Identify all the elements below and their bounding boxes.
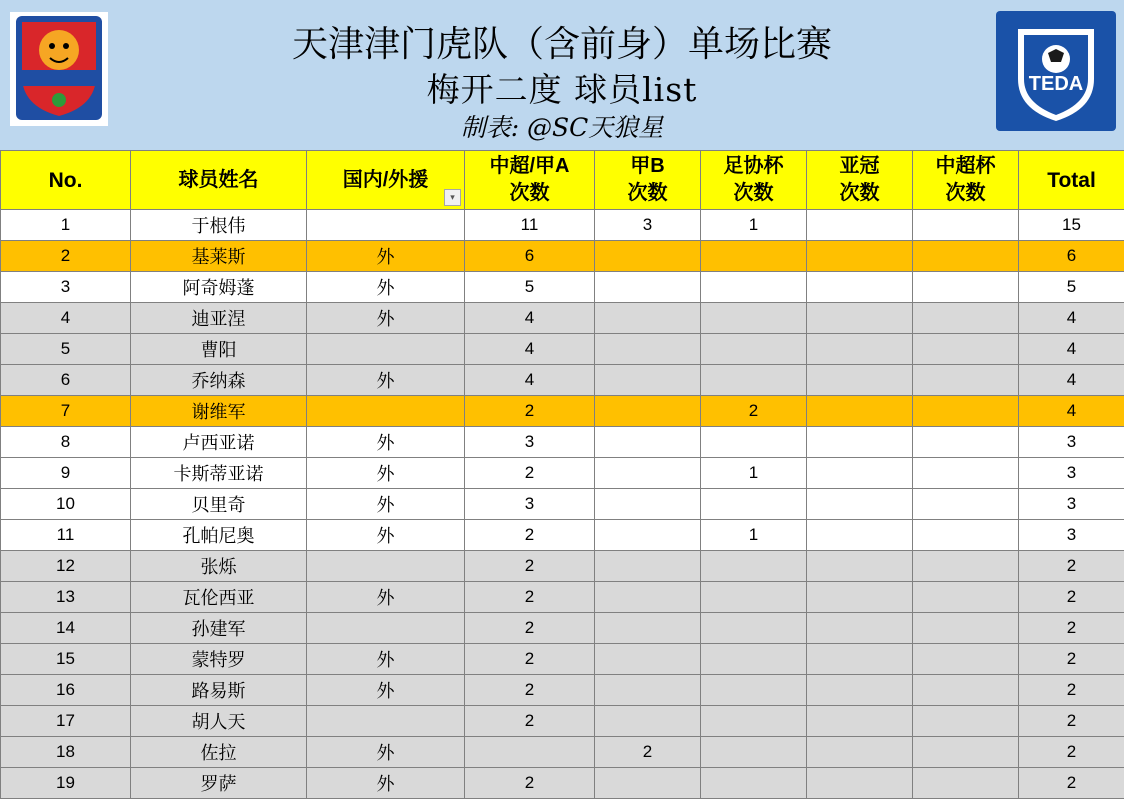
- cell-origin[interactable]: 外: [307, 427, 465, 458]
- cell-player-name[interactable]: 曹阳: [131, 334, 307, 365]
- cell-fa-cup-count[interactable]: [701, 551, 807, 582]
- column-header-fa-cup[interactable]: [701, 151, 807, 210]
- table-row: [1, 675, 1124, 706]
- column-header-league[interactable]: [465, 151, 595, 210]
- cell-jiab-count[interactable]: [595, 272, 701, 303]
- cell-fa-cup-count[interactable]: [701, 365, 807, 396]
- cell-league-count[interactable]: 6: [465, 241, 595, 272]
- cell-super-cup-count[interactable]: [913, 768, 1019, 799]
- table-row: [1, 303, 1124, 334]
- cell-acl-count[interactable]: [807, 551, 913, 582]
- column-header-label: 足协杯 次数: [723, 155, 784, 204]
- cell-fa-cup-count[interactable]: [701, 489, 807, 520]
- cell-fa-cup-count[interactable]: [701, 675, 807, 706]
- cell-fa-cup-count[interactable]: [701, 582, 807, 613]
- table-row: [1, 520, 1124, 551]
- column-header-name[interactable]: [131, 151, 307, 210]
- column-header-no[interactable]: [1, 151, 131, 210]
- cell-origin[interactable]: 外: [307, 458, 465, 489]
- table-row: [1, 272, 1124, 303]
- cell-origin[interactable]: 外: [307, 365, 465, 396]
- cell-super-cup-count[interactable]: [913, 272, 1019, 303]
- cell-jiab-count[interactable]: [595, 396, 701, 427]
- cell-jiab-count[interactable]: [595, 489, 701, 520]
- cell-player-name[interactable]: 孙建军: [131, 613, 307, 644]
- cell-origin[interactable]: 外: [307, 303, 465, 334]
- table-row: [1, 768, 1124, 799]
- cell-acl-count[interactable]: [807, 272, 913, 303]
- table-row: [1, 396, 1124, 427]
- cell-fa-cup-count[interactable]: [701, 427, 807, 458]
- table-row: [1, 458, 1124, 489]
- cell-fa-cup-count[interactable]: [701, 303, 807, 334]
- cell-jiab-count[interactable]: [595, 644, 701, 675]
- cell-player-name[interactable]: 胡人天: [131, 706, 307, 737]
- cell-total[interactable]: 6: [1019, 241, 1124, 272]
- cell-fa-cup-count[interactable]: [701, 706, 807, 737]
- column-header-label: 中超/甲A 次数: [489, 155, 570, 204]
- cell-acl-count[interactable]: [807, 241, 913, 272]
- cell-jiab-count[interactable]: [595, 582, 701, 613]
- cell-league-count[interactable]: 2: [465, 768, 595, 799]
- cell-player-name[interactable]: 路易斯: [131, 675, 307, 706]
- cell-league-count[interactable]: 2: [465, 613, 595, 644]
- cell-origin[interactable]: 外: [307, 644, 465, 675]
- cell-super-cup-count[interactable]: [913, 675, 1019, 706]
- cell-jiab-count[interactable]: [595, 458, 701, 489]
- cell-league-count[interactable]: 2: [465, 396, 595, 427]
- table-row: [1, 334, 1124, 365]
- cell-league-count[interactable]: 2: [465, 675, 595, 706]
- cell-origin[interactable]: [307, 551, 465, 582]
- cell-total[interactable]: 2: [1019, 613, 1124, 644]
- cell-fa-cup-count[interactable]: [701, 272, 807, 303]
- cell-league-count[interactable]: 3: [465, 427, 595, 458]
- cell-origin[interactable]: 外: [307, 272, 465, 303]
- cell-fa-cup-count[interactable]: [701, 241, 807, 272]
- cell-league-count[interactable]: 4: [465, 365, 595, 396]
- cell-origin[interactable]: 外: [307, 582, 465, 613]
- cell-origin[interactable]: 外: [307, 241, 465, 272]
- cell-acl-count[interactable]: [807, 489, 913, 520]
- cell-total[interactable]: 2: [1019, 644, 1124, 675]
- cell-player-name[interactable]: 瓦伦西亚: [131, 582, 307, 613]
- cell-league-count[interactable]: 3: [465, 489, 595, 520]
- cell-league-count[interactable]: 4: [465, 303, 595, 334]
- cell-total[interactable]: 4: [1019, 396, 1124, 427]
- cell-acl-count[interactable]: [807, 675, 913, 706]
- cell-player-name[interactable]: 阿奇姆蓬: [131, 272, 307, 303]
- cell-no[interactable]: 6: [1, 365, 131, 396]
- cell-no[interactable]: 12: [1, 551, 131, 582]
- cell-total[interactable]: 15: [1019, 210, 1124, 241]
- page-subtitle: 梅开二度 球员list: [426, 70, 698, 109]
- cell-super-cup-count[interactable]: [913, 303, 1019, 334]
- cell-player-name[interactable]: 谢维军: [131, 396, 307, 427]
- cell-league-count[interactable]: 5: [465, 272, 595, 303]
- cell-jiab-count[interactable]: 2: [595, 737, 701, 768]
- cell-no[interactable]: 15: [1, 644, 131, 675]
- cell-no[interactable]: 2: [1, 241, 131, 272]
- cell-acl-count[interactable]: [807, 644, 913, 675]
- cell-jiab-count[interactable]: 3: [595, 210, 701, 241]
- table-row: [1, 551, 1124, 582]
- cell-origin[interactable]: 外: [307, 489, 465, 520]
- table-row: [1, 737, 1124, 768]
- cell-league-count[interactable]: 4: [465, 334, 595, 365]
- cell-acl-count[interactable]: [807, 303, 913, 334]
- column-header-origin[interactable]: [307, 151, 465, 210]
- cell-player-name[interactable]: 贝里奇: [131, 489, 307, 520]
- table-row: [1, 365, 1124, 396]
- cell-no[interactable]: 18: [1, 737, 131, 768]
- cell-no[interactable]: 5: [1, 334, 131, 365]
- cell-super-cup-count[interactable]: [913, 520, 1019, 551]
- cell-total[interactable]: 3: [1019, 427, 1124, 458]
- teda-logo-text: TEDA: [1028, 73, 1084, 95]
- cell-acl-count[interactable]: [807, 737, 913, 768]
- table-body: [1, 210, 1124, 799]
- cell-total[interactable]: 3: [1019, 520, 1124, 551]
- table-row: [1, 210, 1124, 241]
- cell-jiab-count[interactable]: [595, 706, 701, 737]
- cell-origin[interactable]: 外: [307, 737, 465, 768]
- author-credit: 制表: @SC天狼星: [460, 113, 664, 142]
- cell-league-count[interactable]: 2: [465, 706, 595, 737]
- cell-league-count[interactable]: [465, 737, 595, 768]
- cell-player-name[interactable]: 基莱斯: [131, 241, 307, 272]
- cell-jiab-count[interactable]: [595, 675, 701, 706]
- cell-origin[interactable]: [307, 613, 465, 644]
- cell-total[interactable]: 3: [1019, 458, 1124, 489]
- cell-player-name[interactable]: 张烁: [131, 551, 307, 582]
- cell-super-cup-count[interactable]: [913, 334, 1019, 365]
- cell-no[interactable]: 9: [1, 458, 131, 489]
- cell-acl-count[interactable]: [807, 365, 913, 396]
- cell-acl-count[interactable]: [807, 613, 913, 644]
- table-row: [1, 241, 1124, 272]
- cell-origin[interactable]: [307, 210, 465, 241]
- cell-super-cup-count[interactable]: [913, 489, 1019, 520]
- cell-fa-cup-count[interactable]: [701, 334, 807, 365]
- cell-fa-cup-count[interactable]: 1: [701, 210, 807, 241]
- column-header-row: [1, 151, 1124, 210]
- cell-no[interactable]: 14: [1, 613, 131, 644]
- cell-origin[interactable]: [307, 334, 465, 365]
- cell-jiab-count[interactable]: [595, 241, 701, 272]
- cell-fa-cup-count[interactable]: 2: [701, 396, 807, 427]
- cell-player-name[interactable]: 佐拉: [131, 737, 307, 768]
- cell-total[interactable]: 5: [1019, 272, 1124, 303]
- cell-acl-count[interactable]: [807, 582, 913, 613]
- cell-acl-count[interactable]: [807, 210, 913, 241]
- player-table: [0, 150, 1124, 799]
- cell-super-cup-count[interactable]: [913, 737, 1019, 768]
- cell-total[interactable]: 4: [1019, 334, 1124, 365]
- table-row: [1, 706, 1124, 737]
- cell-origin[interactable]: [307, 396, 465, 427]
- column-header-label: 国内/外援: [342, 168, 429, 191]
- cell-acl-count[interactable]: [807, 520, 913, 551]
- table-row: [1, 613, 1124, 644]
- filter-dropdown-icon[interactable]: ▾: [444, 189, 461, 206]
- cell-super-cup-count[interactable]: [913, 458, 1019, 489]
- cell-no[interactable]: 7: [1, 396, 131, 427]
- column-header-jiab[interactable]: [595, 151, 701, 210]
- sheet-header: [0, 0, 1124, 151]
- cell-origin[interactable]: 外: [307, 675, 465, 706]
- page-title: 天津津门虎队（含前身）单场比赛: [291, 24, 832, 65]
- cell-super-cup-count[interactable]: [913, 613, 1019, 644]
- column-header-label: 中超杯 次数: [935, 155, 996, 204]
- cell-no[interactable]: 3: [1, 272, 131, 303]
- cell-acl-count[interactable]: [807, 458, 913, 489]
- cell-jiab-count[interactable]: [595, 551, 701, 582]
- cell-no[interactable]: 11: [1, 520, 131, 551]
- cell-origin[interactable]: 外: [307, 768, 465, 799]
- cell-super-cup-count[interactable]: [913, 644, 1019, 675]
- cell-player-name[interactable]: 迪亚涅: [131, 303, 307, 334]
- teda-logo: [996, 11, 1116, 131]
- cell-acl-count[interactable]: [807, 427, 913, 458]
- cell-player-name[interactable]: 卡斯蒂亚诺: [131, 458, 307, 489]
- cell-super-cup-count[interactable]: [913, 396, 1019, 427]
- cell-player-name[interactable]: 乔纳森: [131, 365, 307, 396]
- table-row: [1, 582, 1124, 613]
- cell-player-name[interactable]: 于根伟: [131, 210, 307, 241]
- column-header-label: Total: [1047, 168, 1096, 192]
- cell-total[interactable]: 4: [1019, 303, 1124, 334]
- cell-player-name[interactable]: 蒙特罗: [131, 644, 307, 675]
- cell-acl-count[interactable]: [807, 334, 913, 365]
- cell-super-cup-count[interactable]: [913, 427, 1019, 458]
- cell-no[interactable]: 8: [1, 427, 131, 458]
- cell-no[interactable]: 4: [1, 303, 131, 334]
- cell-league-count[interactable]: 2: [465, 582, 595, 613]
- cell-fa-cup-count[interactable]: [701, 613, 807, 644]
- cell-league-count[interactable]: 2: [465, 458, 595, 489]
- cell-total[interactable]: 2: [1019, 551, 1124, 582]
- cell-acl-count[interactable]: [807, 706, 913, 737]
- cell-jiab-count[interactable]: [595, 427, 701, 458]
- cell-league-count[interactable]: 2: [465, 520, 595, 551]
- cell-jiab-count[interactable]: [595, 520, 701, 551]
- cell-player-name[interactable]: 罗萨: [131, 768, 307, 799]
- cell-league-count[interactable]: 2: [465, 551, 595, 582]
- cell-total[interactable]: 2: [1019, 768, 1124, 799]
- cell-jiab-count[interactable]: [595, 303, 701, 334]
- table-row: [1, 644, 1124, 675]
- cell-fa-cup-count[interactable]: 1: [701, 458, 807, 489]
- cell-acl-count[interactable]: [807, 768, 913, 799]
- cell-super-cup-count[interactable]: [913, 551, 1019, 582]
- cell-player-name[interactable]: 孔帕尼奥: [131, 520, 307, 551]
- cell-jiab-count[interactable]: [595, 613, 701, 644]
- cell-super-cup-count[interactable]: [913, 706, 1019, 737]
- cell-total[interactable]: 2: [1019, 675, 1124, 706]
- cell-total[interactable]: 4: [1019, 365, 1124, 396]
- cell-no[interactable]: 16: [1, 675, 131, 706]
- cell-super-cup-count[interactable]: [913, 241, 1019, 272]
- column-header-label: No.: [48, 168, 83, 192]
- cell-acl-count[interactable]: [807, 396, 913, 427]
- cell-fa-cup-count[interactable]: [701, 644, 807, 675]
- column-header-super-cup[interactable]: [913, 151, 1019, 210]
- table-row: [1, 489, 1124, 520]
- teda-crest-icon: [996, 11, 1116, 131]
- column-header-label: 甲B 次数: [627, 155, 668, 204]
- column-header-total[interactable]: [1019, 151, 1124, 210]
- cell-jiab-count[interactable]: [595, 334, 701, 365]
- cell-no[interactable]: 10: [1, 489, 131, 520]
- cell-super-cup-count[interactable]: [913, 210, 1019, 241]
- cell-total[interactable]: 2: [1019, 737, 1124, 768]
- cell-no[interactable]: 13: [1, 582, 131, 613]
- cell-jiab-count[interactable]: [595, 365, 701, 396]
- cell-jiab-count[interactable]: [595, 768, 701, 799]
- cell-total[interactable]: 2: [1019, 706, 1124, 737]
- cell-league-count[interactable]: 11: [465, 210, 595, 241]
- column-header-acl[interactable]: [807, 151, 913, 210]
- cell-no[interactable]: 19: [1, 768, 131, 799]
- cell-origin[interactable]: 外: [307, 520, 465, 551]
- table-row: [1, 427, 1124, 458]
- cell-fa-cup-count[interactable]: [701, 768, 807, 799]
- cell-super-cup-count[interactable]: [913, 582, 1019, 613]
- cell-fa-cup-count[interactable]: [701, 737, 807, 768]
- cell-origin[interactable]: [307, 706, 465, 737]
- cell-league-count[interactable]: 2: [465, 644, 595, 675]
- cell-no[interactable]: 17: [1, 706, 131, 737]
- cell-player-name[interactable]: 卢西亚诺: [131, 427, 307, 458]
- cell-total[interactable]: 2: [1019, 582, 1124, 613]
- cell-no[interactable]: 1: [1, 210, 131, 241]
- column-header-label: 亚冠 次数: [839, 155, 880, 204]
- column-header-label: 球员姓名: [178, 168, 259, 191]
- cell-total[interactable]: 3: [1019, 489, 1124, 520]
- cell-fa-cup-count[interactable]: 1: [701, 520, 807, 551]
- cell-super-cup-count[interactable]: [913, 365, 1019, 396]
